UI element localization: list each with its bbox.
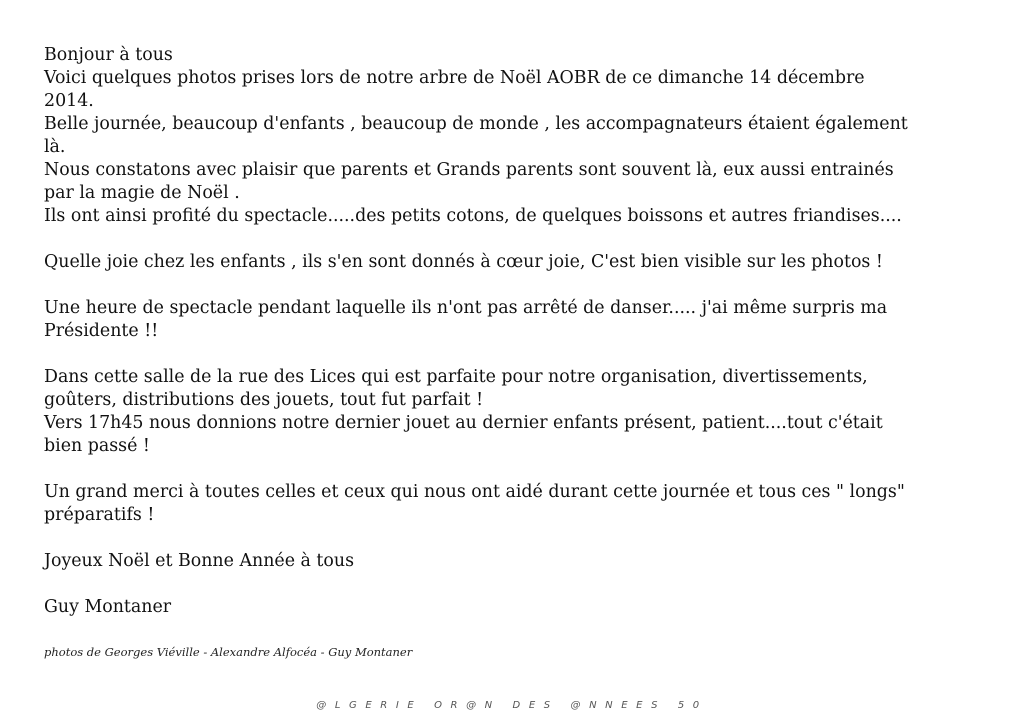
letter-line: là. <box>44 137 66 157</box>
letter-line: par la magie de Noël . <box>44 183 240 203</box>
letter-line: préparatifs ! <box>44 505 155 525</box>
letter-line: Nous constatons avec plaisir que parents et Grands parents sont souvent là, eux aussi entrainés <box>44 160 894 180</box>
letter-body <box>44 44 994 619</box>
letter-line: bien passé ! <box>44 436 150 456</box>
page-footer: @LGERIE OR@N DES @NNEES 50 <box>316 700 708 711</box>
letter-line: Voici quelques photos prises lors de notre arbre de Noël AOBR de ce dimanche 14 décembre <box>44 68 865 88</box>
letter-line: 2014. <box>44 91 94 111</box>
letter-line: Une heure de spectacle pendant laquelle ils n'ont pas arrêté de danser..... j'ai même surpris ma <box>44 298 888 318</box>
letter-line: goûters, distributions des jouets, tout fut parfait ! <box>44 390 484 410</box>
signature-name: Guy Montaner <box>44 597 172 617</box>
letter-line: Dans cette salle de la rue des Lices qui est parfaite pour notre organisation, divertissements, <box>44 367 868 387</box>
letter-line: Belle journée, beaucoup d'enfants , beaucoup de monde , les accompagnateurs étaient également <box>44 114 908 134</box>
letter-line: Présidente !! <box>44 321 159 341</box>
letter-line: Bonjour à tous <box>44 45 173 65</box>
paragraph-spacer <box>44 458 994 481</box>
paragraph-spacer <box>44 343 994 366</box>
paragraph-spacer <box>44 228 994 251</box>
letter-line: Ils ont ainsi profité du spectacle.....des petits cotons, de quelques boissons et autres friandises.... <box>44 206 902 226</box>
photo-credits: photos de Georges Viéville - Alexandre Alfocéa - Guy Montaner <box>44 645 413 659</box>
letter-line: Quelle joie chez les enfants , ils s'en sont donnés à cœur joie, C'est bien visible sur les photos ! <box>44 252 883 272</box>
paragraph-spacer <box>44 573 994 596</box>
paragraph-spacer <box>44 274 994 297</box>
letter-line: Vers 17h45 nous donnions notre dernier jouet au dernier enfants présent, patient....tout c'était <box>44 413 883 433</box>
closing-greeting: Joyeux Noël et Bonne Année à tous <box>44 551 354 571</box>
letter-line: Un grand merci à toutes celles et ceux qui nous ont aidé durant cette journée et tous ces " longs" <box>44 482 905 502</box>
paragraph-spacer <box>44 527 994 550</box>
